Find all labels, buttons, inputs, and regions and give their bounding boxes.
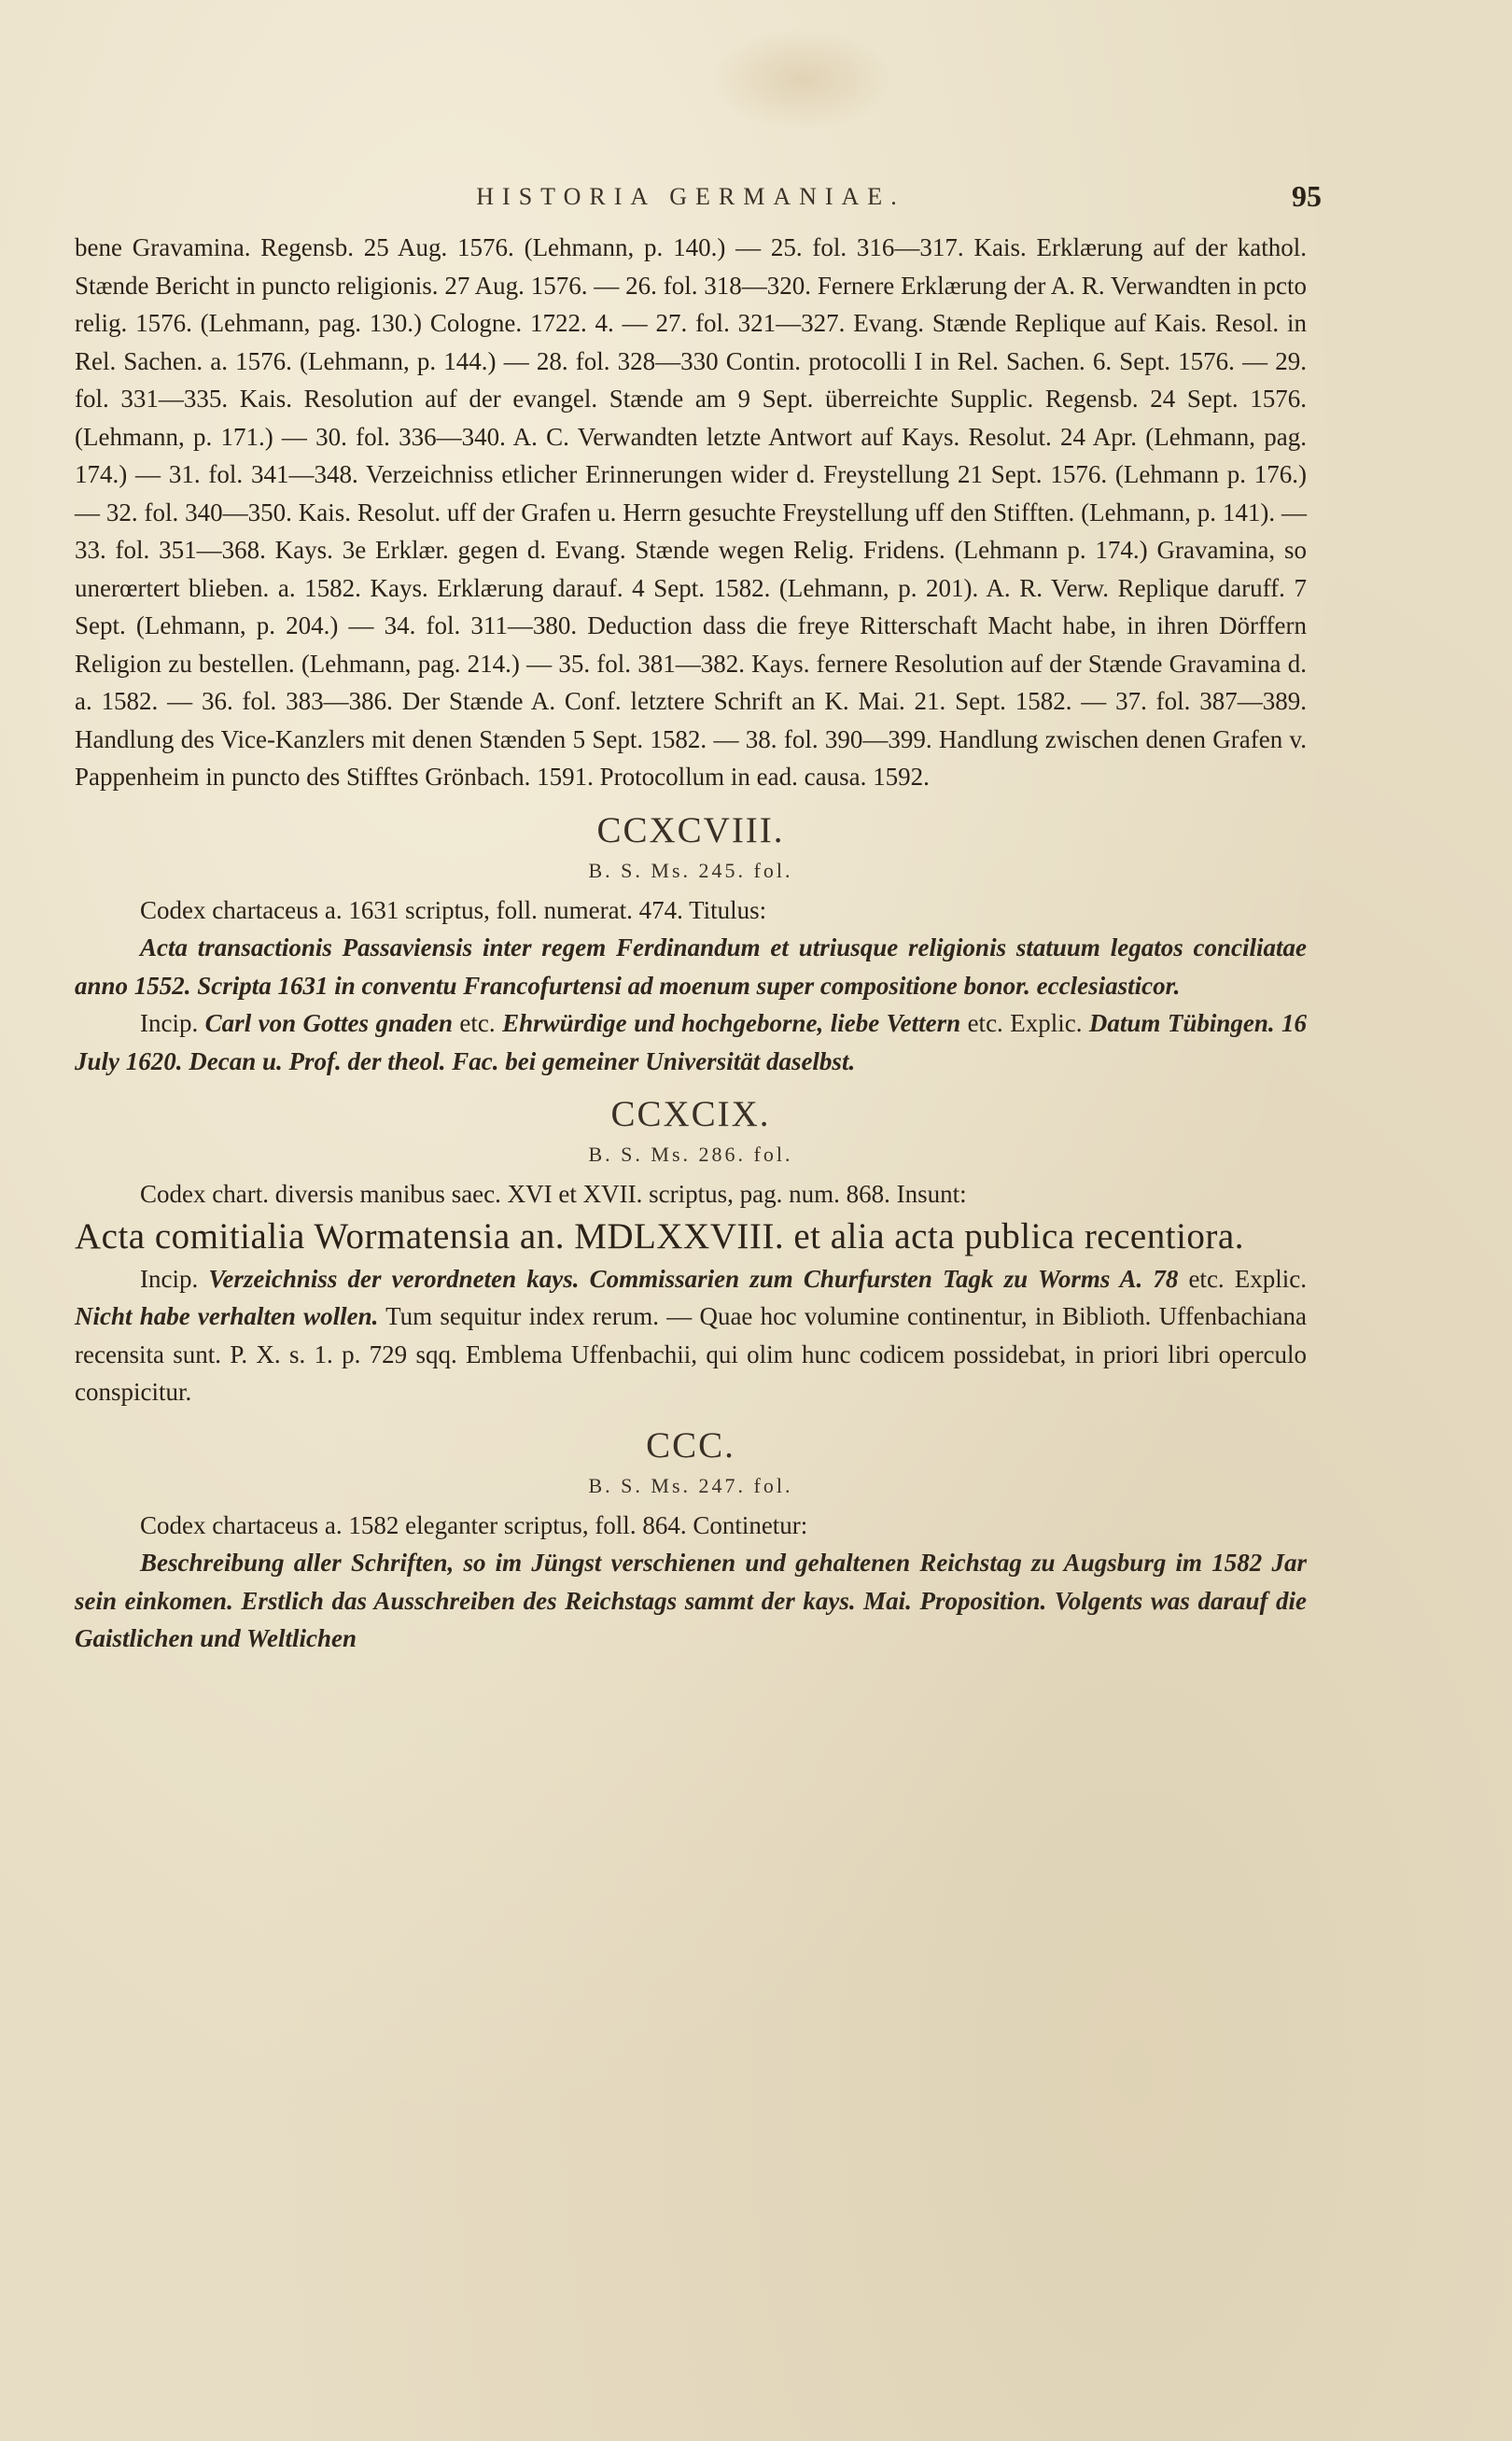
- entry-heading: CCXCVIII.: [596, 809, 785, 850]
- incip-text-2: Ehrwürdige und hochgeborne, liebe Vettern: [502, 1009, 961, 1037]
- entry-contents: Acta comitialia Wormatensia an. MDLXXVIII. et alia acta publica recentiora.: [75, 1215, 1244, 1256]
- explic-label: etc. Explic.: [967, 1009, 1083, 1037]
- entry-title: [75, 929, 1307, 1004]
- page-number: 95: [1292, 179, 1322, 213]
- incip-text: Carl von Gottes gnaden: [204, 1009, 453, 1037]
- incip-mid: etc.: [459, 1009, 496, 1037]
- incip-label: Incip.: [140, 1264, 199, 1293]
- entry-remainder: Tum sequitur index rerum. — Quae hoc volumine continentur, in Biblioth. Uffenbachiana recensita sunt. P. X. s. 1. p. 729 sqq. Emblema Uffenbachii, qui olim hunc codicem possidebat, in priori libri operculo conspicitur.: [75, 1302, 1307, 1406]
- entry-heading: CCC.: [646, 1424, 735, 1466]
- incip-label: Incip.: [140, 1009, 199, 1037]
- entry-description: Codex chart. diversis manibus saec. XVI et XVII. scriptus, pag. num. 868. Insunt:: [140, 1180, 967, 1208]
- explic-text: Datum Tübingen. 16 July 1620. Decan u. Prof. der theol. Fac. bei gemeiner Universität daselbst.: [75, 1009, 1308, 1075]
- entry-ccxcix: [75, 1093, 1307, 1411]
- entry-title-text: Acta transactionis Passaviensis inter regem Ferdinandum et utriusque religionis statuum legatos conciliatae anno 1552. Scripta 1631 in conventu Francofurtensi ad moenum super compositione bonor. ecclesiasticor.: [75, 933, 1307, 1000]
- entry-incipit: [75, 1260, 1307, 1411]
- entry-title: [75, 1544, 1307, 1658]
- entry-description: Codex chartaceus a. 1631 scriptus, foll. numerat. 474. Titulus:: [140, 895, 767, 924]
- entry-heading: CCXCIX.: [610, 1094, 771, 1134]
- running-head: HISTORIA GERMANIAE.: [476, 183, 905, 210]
- entry-shelfmark: B. S. Ms. 247. fol.: [588, 1473, 793, 1497]
- entry-ccc: [75, 1424, 1307, 1658]
- explic-text: Nicht habe verhalten wollen.: [75, 1302, 379, 1330]
- incip-text: Verzeichniss der verordneten kays. Commissarien zum Churfursten Tagk zu Worms A. 78: [208, 1264, 1179, 1293]
- page-header: [75, 179, 1322, 217]
- incip-mid: etc. Explic.: [1188, 1264, 1308, 1293]
- paper-stain: [709, 28, 896, 131]
- entry-description: Codex chartaceus a. 1582 eleganter scriptus, foll. 864. Continetur:: [140, 1510, 808, 1539]
- entry-shelfmark: B. S. Ms. 245. fol.: [588, 858, 793, 882]
- entry-shelfmark: B. S. Ms. 286. fol.: [588, 1143, 793, 1166]
- opening-paragraph: bene Gravamina. Regensb. 25 Aug. 1576. (Lehmann, p. 140.) — 25. fol. 316—317. Kais. Erklærung auf der kathol. Stænde Bericht in puncto religionis. 27 Aug. 1576. — 26. fol. 318—320. Fernere Erklærung der A. R. Verwandten in pcto relig. 1576. (Lehmann, pag. 130.) Cologne. 1722. 4. — 27. fol. 321—327. Evang. Stænde Replique auf Kais. Resol. in Rel. Sachen. a. 1576. (Lehmann, p. 144.) — 28. fol. 328—330 Contin. protocolli I in Rel. Sachen. 6. Sept. 1576. — 29. fol. 331—335. Kais. Resolution auf der evangel. Stænde am 9 Sept. überreichte Supplic. Regensb. 24 Sept. 1576. (Lehmann, p. 171.) — 30. fol. 336—340. A. C. Verwandten letzte Antwort auf Kays. Resolut. 24 Apr. (Lehmann, pag. 174.) — 31. fol. 341—348. Verzeichniss etlicher Erinnerungen wider d. Freystellung 21 Sept. 1576. (Lehmann p. 176.) — 32. fol. 340—350. Kais. Resolut. uff der Grafen u. Herrn gesuchte Freystellung uff den Stifften. (Lehmann, p. 141). — 33. fol. 351—368. Kays. 3e Erklær. gegen d. Evang. Stænde wegen Relig. Fridens. (Lehmann p. 174.) Gravamina, so unerœrtert blieben. a. 1582. Kays. Erklærung darauf. 4 Sept. 1582. (Lehmann, p. 201). A. R. Verw. Replique daruff. 7 Sept. (Lehmann, p. 204.) — 34. fol. 311—380. Deduction dass die freye Ritterschaft Macht habe, in ihren Dörffern Religion zu bestellen. (Lehmann, pag. 214.) — 35. fol. 381—382. Kays. fernere Resolution auf der Stænde Gravamina d. a. 1582. — 36. fol. 383—386. Der Stænde A. Conf. letztere Schrift an K. Mai. 21. Sept. 1582. — 37. fol. 387—389. Handlung des Vice-Kanzlers mit denen Stænden 5 Sept. 1582. — 38. fol. 390—399. Handlung zwischen denen Grafen v. Pappenheim in puncto des Stifftes Grönbach. 1591. Protocollum in ead. causa. 1592.: [75, 233, 1307, 791]
- entry-incipit: [75, 1004, 1307, 1080]
- entry-title-text: Beschreibung aller Schriften, so im Jüngst verschienen und gehaltenen Reichstag zu Augsburg im 1582 Jar sein einkomen. Erstlich das Ausschreiben des Reichstags sammt der kays. Mai. Proposition. Volgents was darauf die Gaistlichen und Weltlichen: [75, 1549, 1307, 1652]
- page-body: [75, 229, 1307, 1658]
- entry-ccxcviii: [75, 809, 1307, 1081]
